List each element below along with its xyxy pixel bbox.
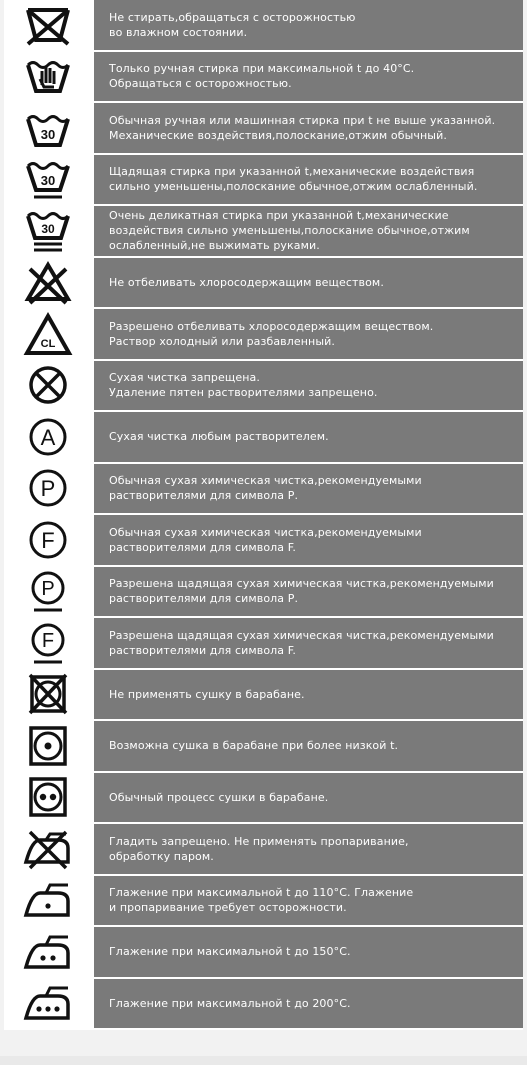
no-iron-icon [22, 826, 74, 872]
wash-30-gentle-icon [22, 156, 74, 202]
table-row [4, 824, 523, 876]
table-row [4, 412, 523, 464]
hand-wash-icon [22, 53, 74, 99]
tumble-dry-normal-icon [22, 774, 74, 820]
table-row [4, 206, 523, 258]
row-description: Глажение при максимальной t до 200°С. [94, 979, 523, 1029]
table-row [4, 670, 523, 722]
wash-30-icon [22, 105, 74, 151]
dry-clean-f-gentle-icon [22, 620, 74, 666]
table-row [4, 155, 523, 207]
row-description: Гладить запрещено. Не применять пропаривание, обработку паром. [94, 824, 523, 874]
table-row [4, 567, 523, 619]
svg-text:F: F [41, 629, 55, 652]
svg-text:30: 30 [41, 221, 55, 236]
svg-text:P: P [40, 476, 56, 502]
row-description: Не стирать,обращаться с осторожностью во влажном состоянии. [94, 0, 523, 50]
svg-text:30: 30 [40, 173, 56, 189]
table-row [4, 52, 523, 104]
table-row [4, 0, 523, 52]
row-description: Сухая чистка любым растворителем. [94, 412, 523, 462]
wash-forbidden-icon [22, 2, 74, 48]
no-dry-clean-icon [22, 362, 74, 408]
care-symbols-table [4, 0, 523, 1030]
svg-text:CL: CL [40, 337, 56, 350]
dry-clean-f-icon [22, 517, 74, 563]
dry-clean-p-gentle-icon [22, 568, 74, 614]
dry-clean-a-icon [22, 414, 74, 460]
row-description: Разрешено отбеливать хлоросодержащим веществом. Раствор холодный или разбавленный. [94, 309, 523, 359]
row-description: Обычная сухая химическая чистка,рекомендуемыми растворителями для символа Р. [94, 464, 523, 514]
row-description: Только ручная стирка при максимальной t до 40°С. Обращаться с осторожностью. [94, 52, 523, 102]
iron-high-icon [22, 980, 74, 1026]
row-description: Возможна сушка в барабане при более низкой t. [94, 721, 523, 771]
table-row [4, 103, 523, 155]
svg-text:30: 30 [40, 126, 56, 142]
row-description: Обычный процесс сушки в барабане. [94, 773, 523, 823]
table-row [4, 361, 523, 413]
table-row [4, 464, 523, 516]
row-description: Глажение при максимальной t до 150°С. [94, 927, 523, 977]
row-description: Обычная сухая химическая чистка,рекомендуемыми растворителями для символа F. [94, 515, 523, 565]
table-row [4, 618, 523, 670]
iron-medium-icon [22, 929, 74, 975]
svg-text:P: P [41, 578, 55, 601]
row-description: Разрешена щадящая сухая химическая чистка,рекомендуемыми растворителями для символа F. [94, 618, 523, 668]
row-description: Глажение при максимальной t до 110°С. Глажение и пропаривание требует осторожности. [94, 876, 523, 926]
table-row [4, 721, 523, 773]
table-row [4, 979, 523, 1031]
table-row [4, 773, 523, 825]
iron-low-icon [22, 877, 74, 923]
page-footer [0, 1056, 527, 1065]
table-row [4, 309, 523, 361]
tumble-dry-low-icon [22, 723, 74, 769]
no-bleach-icon [22, 259, 74, 305]
row-description: Щадящая стирка при указанной t,механические воздействия сильно уменьшены,полоскание обычное,отжим ослабленный. [94, 155, 523, 205]
row-description: Очень деликатная стирка при указанной t,механические воздействия сильно уменьшены,полоскание обычное,отжим ослабленный,не выжимать руками. [94, 206, 523, 256]
dry-clean-p-icon [22, 465, 74, 511]
svg-text:F: F [41, 527, 55, 553]
table-row [4, 927, 523, 979]
row-description: Не отбеливать хлоросодержащим веществом. [94, 258, 523, 308]
row-description: Сухая чистка запрещена. Удаление пятен растворителями запрещено. [94, 361, 523, 411]
svg-text:A: A [40, 424, 56, 450]
wash-30-very-gentle-icon [22, 208, 74, 254]
chlorine-bleach-icon [22, 311, 74, 357]
row-description: Обычная ручная или машинная стирка при t не выше указанной. Механические воздействия,полоскание,отжим обычный. [94, 103, 523, 153]
row-description: Разрешена щадящая сухая химическая чистка,рекомендуемыми растворителями для символа Р. [94, 567, 523, 617]
no-tumble-dry-icon [22, 671, 74, 717]
table-row [4, 515, 523, 567]
table-row [4, 876, 523, 928]
table-row [4, 258, 523, 310]
row-description: Не применять сушку в барабане. [94, 670, 523, 720]
